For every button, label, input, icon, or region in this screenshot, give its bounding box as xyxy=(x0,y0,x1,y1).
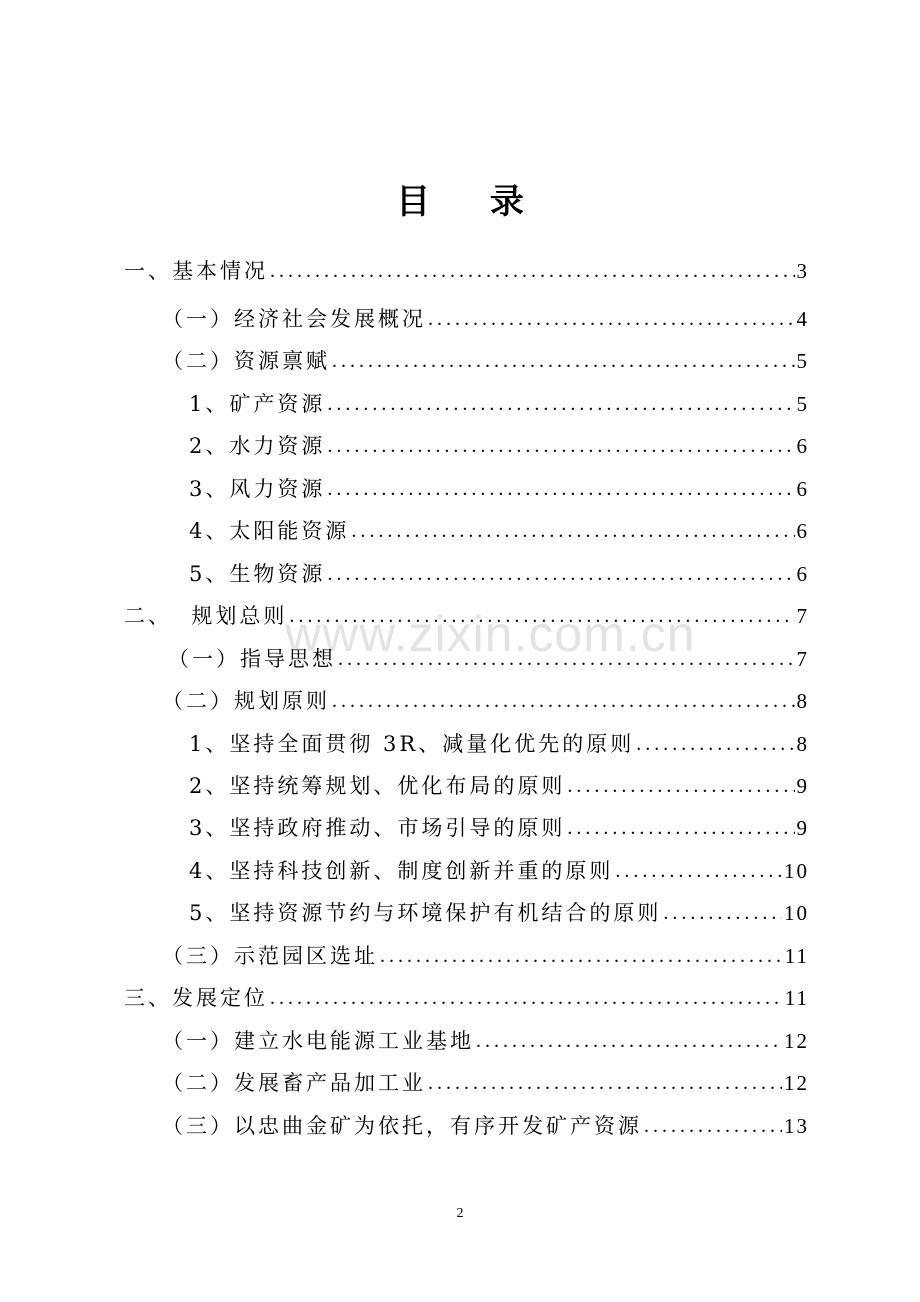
toc-entry-page: 5 xyxy=(796,349,809,373)
toc-entry[interactable] xyxy=(162,302,809,336)
toc-dot-leader xyxy=(289,599,794,633)
toc-dot-leader xyxy=(327,557,794,591)
toc-entry-page: 10 xyxy=(784,901,809,925)
toc-entry-page: 5 xyxy=(796,392,809,416)
toc-entry-title: 2、坚持统筹规划、优化布局的原则 xyxy=(189,774,566,798)
toc-dot-leader xyxy=(351,514,794,548)
toc-entry-page: 11 xyxy=(784,944,809,968)
toc-dot-leader xyxy=(332,344,795,378)
toc-entry[interactable] xyxy=(124,599,809,633)
toc-entry-page: 12 xyxy=(784,1071,809,1095)
toc-entry-title: 4、坚持科技创新、制度创新并重的原则 xyxy=(189,859,614,883)
toc-entry-title: 5、坚持资源节约与环境保护有机结合的原则 xyxy=(189,901,662,925)
toc-entry-page: 9 xyxy=(796,816,809,840)
toc-entry[interactable] xyxy=(189,769,809,803)
toc-dot-leader xyxy=(644,1109,782,1143)
toc-entry[interactable] xyxy=(189,514,809,548)
toc-dot-leader xyxy=(567,769,794,803)
toc-entry-title: 一、基本情况 xyxy=(124,259,268,283)
toc-entry[interactable] xyxy=(189,854,809,888)
toc-dot-leader xyxy=(327,472,794,506)
toc-dot-leader xyxy=(332,684,795,718)
toc-dot-leader xyxy=(663,896,782,930)
toc-entry-page: 4 xyxy=(796,307,809,331)
toc-entry[interactable] xyxy=(189,811,809,845)
toc-entry-title: （一）经济社会发展概况 xyxy=(162,307,426,331)
toc-entry-page: 13 xyxy=(784,1114,809,1138)
toc-entry-title: 三、发展定位 xyxy=(124,986,268,1010)
toc-entry[interactable] xyxy=(168,642,809,676)
toc-entry-title: 3、坚持政府推动、市场引导的原则 xyxy=(189,816,566,840)
toc-dot-leader xyxy=(380,939,783,973)
toc-entry[interactable] xyxy=(189,896,809,930)
toc-entry[interactable] xyxy=(189,557,809,591)
toc-entry-title: 1、坚持全面贯彻 3R、减量化优先的原则 xyxy=(189,732,635,756)
toc-dot-leader xyxy=(615,854,782,888)
toc-entry[interactable] xyxy=(162,1109,809,1143)
toc-entry-page: 7 xyxy=(796,647,809,671)
toc-entry-page: 7 xyxy=(796,604,809,628)
toc-dot-leader xyxy=(327,387,794,421)
toc-entry[interactable] xyxy=(124,254,809,288)
watermark: www.zixin.com.cn xyxy=(285,606,696,662)
toc-dot-leader xyxy=(338,642,795,676)
toc-entry-title: （二）资源禀赋 xyxy=(162,349,330,373)
toc-entry-page: 10 xyxy=(784,859,809,883)
toc-dot-leader xyxy=(270,981,783,1015)
toc-entry[interactable] xyxy=(162,344,809,378)
toc-entry-page: 8 xyxy=(796,732,809,756)
toc-entry-page: 6 xyxy=(796,519,809,543)
toc-entry-page: 11 xyxy=(784,986,809,1010)
toc-entry[interactable] xyxy=(162,1066,809,1100)
toc-entry[interactable] xyxy=(162,939,809,973)
toc-entry-page: 12 xyxy=(784,1029,809,1053)
toc-entry-page: 6 xyxy=(796,434,809,458)
page-number: 2 xyxy=(456,1206,464,1221)
toc-entry-title: 2、水力资源 xyxy=(189,434,326,458)
toc-entry-title: 二、 规划总则 xyxy=(124,604,288,628)
toc-entry-title: （三）以忠曲金矿为依托，有序开发矿产资源 xyxy=(162,1114,642,1138)
toc-entry[interactable] xyxy=(189,387,809,421)
toc-dot-leader xyxy=(428,302,795,336)
document-title: 目 录 xyxy=(396,182,548,222)
toc-dot-leader xyxy=(636,727,794,761)
toc-entry-title: （一）指导思想 xyxy=(168,647,336,671)
toc-entry-page: 8 xyxy=(796,689,809,713)
toc-entry-page: 6 xyxy=(796,477,809,501)
toc-dot-leader xyxy=(270,254,795,288)
toc-entry-page: 3 xyxy=(796,259,809,283)
toc-entry-title: 4、太阳能资源 xyxy=(189,519,350,543)
toc-entry[interactable] xyxy=(189,429,809,463)
toc-entry-title: （二）发展畜产品加工业 xyxy=(162,1071,426,1095)
toc-entry-title: （一）建立水电能源工业基地 xyxy=(162,1029,474,1053)
toc-dot-leader xyxy=(428,1066,782,1100)
toc-dot-leader xyxy=(476,1024,782,1058)
toc-entry-title: （二）规划原则 xyxy=(162,689,330,713)
toc-dot-leader xyxy=(327,429,794,463)
toc-entry[interactable] xyxy=(162,1024,809,1058)
toc-entry-title: 3、风力资源 xyxy=(189,477,326,501)
toc-entry-title: 5、生物资源 xyxy=(189,562,326,586)
toc-entry-page: 6 xyxy=(796,562,809,586)
toc-entry[interactable] xyxy=(189,727,809,761)
toc-entry-title: 1、矿产资源 xyxy=(189,392,326,416)
toc-entry[interactable] xyxy=(124,981,809,1015)
toc-entry-page: 9 xyxy=(796,774,809,798)
toc-entry[interactable] xyxy=(189,472,809,506)
toc-entry-title: （三）示范园区选址 xyxy=(162,944,378,968)
toc-entry[interactable] xyxy=(162,684,809,718)
toc-dot-leader xyxy=(567,811,794,845)
